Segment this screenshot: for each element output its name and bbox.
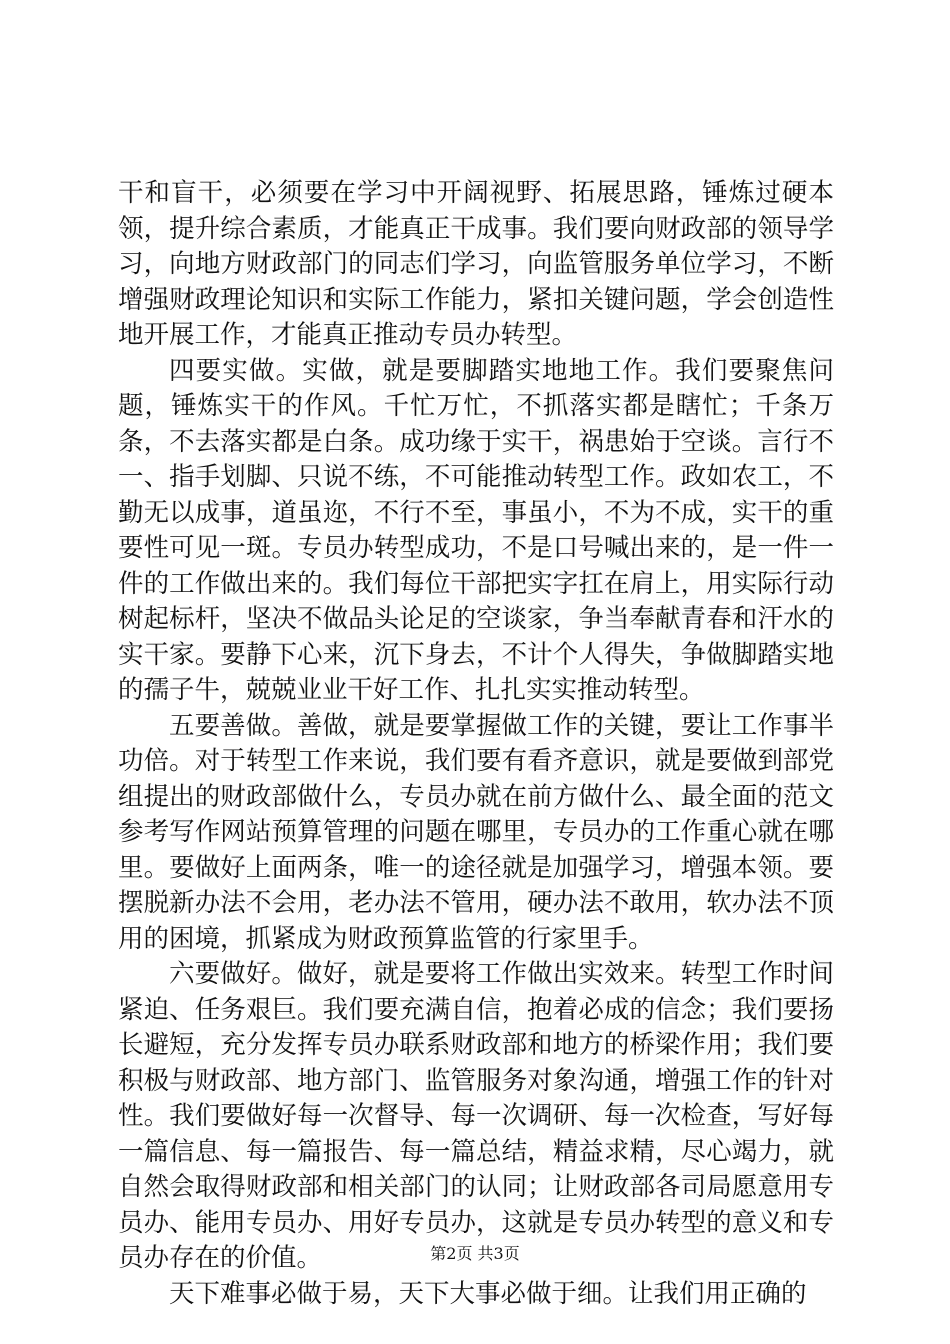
paragraph-4: 六要做好。做好，就是要将工作做出实效来。转型工作时间紧迫、任务艰巨。我们要充满自信，抱着必成的信念；我们要扬长避短，充分发挥专员办联系财政部和地方的桥梁作用；我们要积极与财政部、地方部门、监管服务对象沟通，增强工作的针对性。我们要做好每一次督导、每一次调研、每一次检查，写好每一篇信息、每一篇报告、每一篇总结，精益求精，尽心竭力，就自然会取得财政部和相关部门的认同；让财政部各司局愿意用专员办、能用专员办、用好专员办，这就是专员办转型的意义和专员办存在的价值。 <box>118 959 834 1273</box>
paragraph-2: 四要实做。实做，就是要脚踏实地地工作。我们要聚焦问题，锤炼实干的作风。千忙万忙，不抓落实都是瞎忙；千条万条，不去落实都是白条。成功缘于实干，祸患始于空谈。言行不一、指手划脚、只说不练，不可能推动转型工作。政如农工，不勤无以成事，道虽迩，不行不至，事虽小，不为不成，实干的重要性可见一斑。专员办转型成功，不是口号喊出来的，是一件一件的工作做出来的。我们每位干部把实字扛在肩上，用实际行动树起标杆，坚决不做品头论足的空谈家，争当奉献青春和汗水的实干家。要静下心来，沉下身去，不计个人得失，争做脚踏实地的孺子牛，兢兢业业干好工作、扎扎实实推动转型。 <box>118 355 834 705</box>
paragraph-1: 干和盲干，必须要在学习中开阔视野、拓展思路，锤炼过硬本领，提升综合素质，才能真正干成事。我们要向财政部的领导学习，向地方财政部门的同志们学习，向监管服务单位学习，不断增强财政理论知识和实际工作能力，紧扣关键问题，学会创造性地开展工作，才能真正推动专员办转型。 <box>118 178 834 350</box>
paragraph-3: 五要善做。善做，就是要掌握做工作的关键，要让工作事半功倍。对于转型工作来说，我们要有看齐意识，就是要做到部党组提出的财政部做什么，专员办就在前方做什么、最全面的范文参考写作网站预算管理的问题在哪里，专员办的工作重心就在哪里。要做好上面两条，唯一的途径就是加强学习，增强本领。要摆脱新办法不会用，老办法不管用，硬办法不敢用，软办法不顶用的困境，抓紧成为财政预算监管的行家里手。 <box>118 710 834 954</box>
page-footer: 第2页 共3页 <box>430 1244 520 1263</box>
paragraph-5: 天下难事必做于易，天下大事必做于细。让我们用正确的 <box>169 1278 807 1309</box>
document-body <box>118 176 834 1312</box>
